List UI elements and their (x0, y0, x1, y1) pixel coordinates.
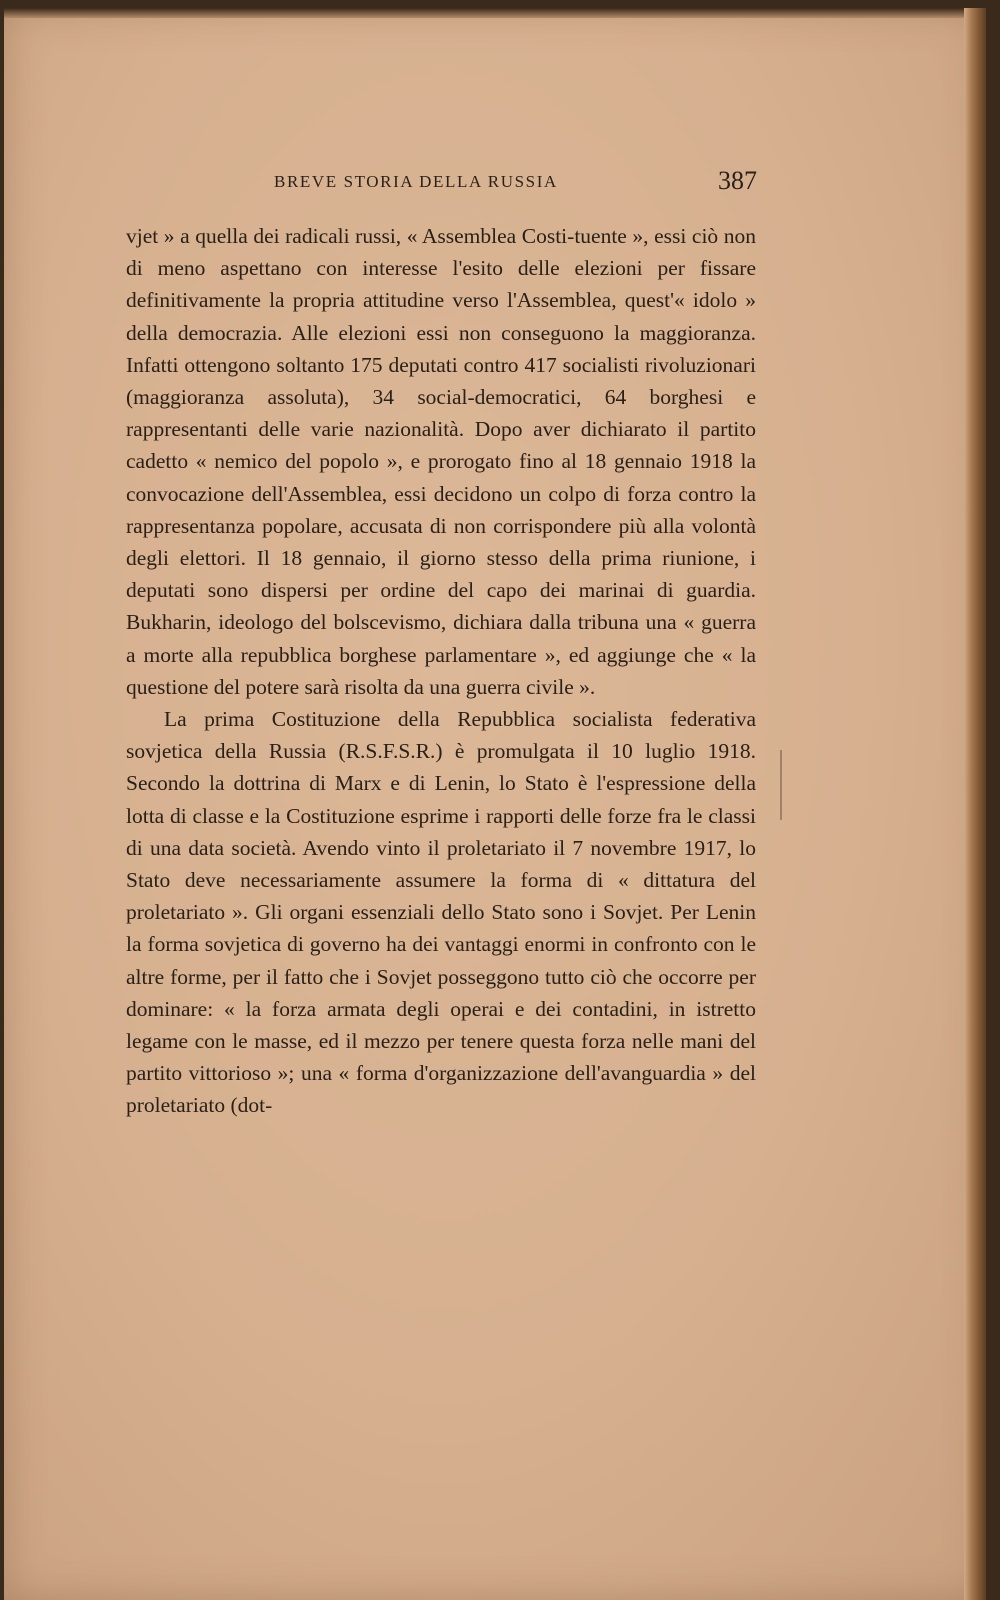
running-head (4, 166, 986, 206)
page-number: 387 (718, 166, 757, 195)
margin-pencil-mark (780, 750, 782, 820)
body-text (126, 220, 756, 1122)
running-title: BREVE STORIA DELLA RUSSIA (274, 172, 558, 191)
page-top-edge (4, 8, 986, 18)
paragraph: vjet » a quella dei radicali russi, « Assemblea Costi-tuente », essi ciò non di meno aspettano con interesse l'esito delle elezioni per fissare definitivamente la propria attitudine verso l'Assemblea, quest'« idolo » della democrazia. Alle elezioni essi non conseguono la maggioranza. Infatti ottengono soltanto 175 deputati contro 417 socialisti rivoluzionari (maggioranza assoluta), 34 social-democratici, 64 borghesi e rappresentanti delle varie nazionalità. Dopo aver dichiarato il partito cadetto « nemico del popolo », e prorogato fino al 18 gennaio 1918 la convocazione dell'Assemblea, essi decidono un colpo di forza contro la rappresentanza popolare, accusata di non corrispondere più alla volontà degli elettori. Il 18 gennaio, il giorno stesso della prima riunione, i deputati sono dispersi per ordine del capo dei marinai di guardia. Bukharin, ideologo del bolscevismo, dichiara dalla tribuna una « guerra a morte alla repubblica borghese parlamentare », ed aggiunge che « la questione del potere sarà risolta da una guerra civile ». (126, 224, 756, 699)
page-right-edge (964, 8, 986, 1600)
paragraph: La prima Costituzione della Repubblica socialista federativa sovjetica della Russia (R.S.F.S.R.) è promulgata il 10 luglio 1918. Secondo la dottrina di Marx e di Lenin, lo Stato è l'espressione della lotta di classe e la Costituzione esprime i rapporti delle forze fra le classi di una data società. Avendo vinto il proletariato il 7 novembre 1917, lo Stato deve necessariamente assumere la forma di « dittatura del proletariato ». Gli organi essenziali dello Stato sono i Sovjet. Per Lenin la forma sovjetica di governo ha dei vantaggi enormi in confronto con le altre forme, per il fatto che i Sovjet posseggono tutto ciò che occorre per dominare: « la forza armata degli operai e dei contadini, in istretto legame con le masse, ed il mezzo per tenere questa forza nelle mani del partito vittorioso »; una « forma d'organizzazione dell'avanguardia » del proletariato (dot- (126, 707, 756, 1118)
book-page (4, 8, 986, 1600)
